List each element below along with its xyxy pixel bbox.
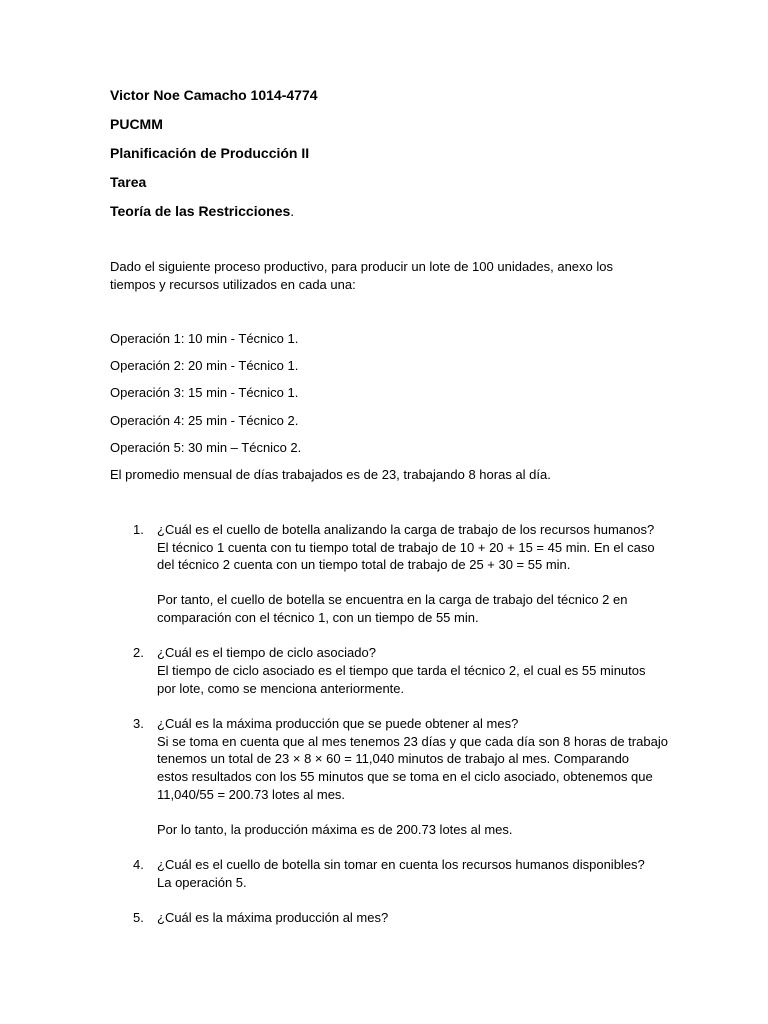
answer-line: Si se toma en cuenta que al mes tenemos 23 días y que cada día son 8 horas de trabajo bbox=[157, 734, 668, 749]
answer-line: comparación con el técnico 1, con un tiempo de 55 min. bbox=[157, 610, 479, 625]
question-number: 4. bbox=[133, 857, 144, 872]
answer-line: El técnico 1 cuenta con tu tiempo total de trabajo de 10 + 20 + 15 = 45 min. En el caso bbox=[157, 540, 655, 555]
operation-line: Operación 2: 20 min - Técnico 1. bbox=[110, 358, 299, 373]
intro-line-1: Dado el siguiente proceso productivo, para producir un lote de 100 unidades, anexo los bbox=[110, 259, 614, 274]
average-days-line: El promedio mensual de días trabajados es de 23, trabajando 8 horas al día. bbox=[110, 467, 551, 482]
topic-line bbox=[110, 202, 294, 220]
answer-line: Por tanto, el cuello de botella se encuentra en la carga de trabajo del técnico 2 en bbox=[157, 592, 628, 607]
question-text: ¿Cuál es el tiempo de ciclo asociado? bbox=[157, 645, 376, 660]
operation-line: Operación 4: 25 min - Técnico 2. bbox=[110, 413, 299, 428]
topic-period: . bbox=[290, 203, 295, 219]
question-text: ¿Cuál es el cuello de botella analizando la carga de trabajo de los recursos humanos? bbox=[157, 522, 655, 537]
answer-line: La operación 5. bbox=[157, 875, 247, 890]
answer-line: estos resultados con los 55 minutos que se toma en el ciclo asociado, obtenemos que bbox=[157, 769, 653, 784]
question-number: 1. bbox=[133, 522, 144, 537]
assignment-line: Tarea bbox=[110, 174, 147, 190]
question-number: 5. bbox=[133, 910, 144, 925]
answer-line: tenemos un total de 23 × 8 × 60 = 11,040 minutos de trabajo al mes. Comparando bbox=[157, 751, 630, 766]
question-number: 3. bbox=[133, 716, 144, 731]
answer-line: Por lo tanto, la producción máxima es de 200.73 lotes al mes. bbox=[157, 822, 513, 837]
operation-line: Operación 5: 30 min – Técnico 2. bbox=[110, 440, 302, 455]
course-line: Planificación de Producción II bbox=[110, 145, 310, 161]
answer-line: por lote, como se menciona anteriormente. bbox=[157, 681, 405, 696]
topic-text: Teoría de las Restricciones bbox=[110, 203, 291, 219]
author-line: Victor Noe Camacho 1014-4774 bbox=[110, 87, 318, 103]
question-text: ¿Cuál es el cuello de botella sin tomar en cuenta los recursos humanos disponibles? bbox=[157, 857, 645, 872]
intro-line-2: tiempos y recursos utilizados en cada una: bbox=[110, 277, 356, 292]
answer-line: 11,040/55 = 200.73 lotes al mes. bbox=[157, 787, 346, 802]
answer-line: El tiempo de ciclo asociado es el tiempo que tarda el técnico 2, el cual es 55 minutos bbox=[157, 663, 646, 678]
question-text: ¿Cuál es la máxima producción al mes? bbox=[157, 910, 389, 925]
operation-line: Operación 3: 15 min - Técnico 1. bbox=[110, 385, 299, 400]
institution-line: PUCMM bbox=[110, 116, 163, 132]
operation-line: Operación 1: 10 min - Técnico 1. bbox=[110, 331, 299, 346]
question-number: 2. bbox=[133, 645, 144, 660]
answer-line: del técnico 2 cuenta con un tiempo total de trabajo de 25 + 30 = 55 min. bbox=[157, 557, 571, 572]
question-text: ¿Cuál es la máxima producción que se puede obtener al mes? bbox=[157, 716, 519, 731]
